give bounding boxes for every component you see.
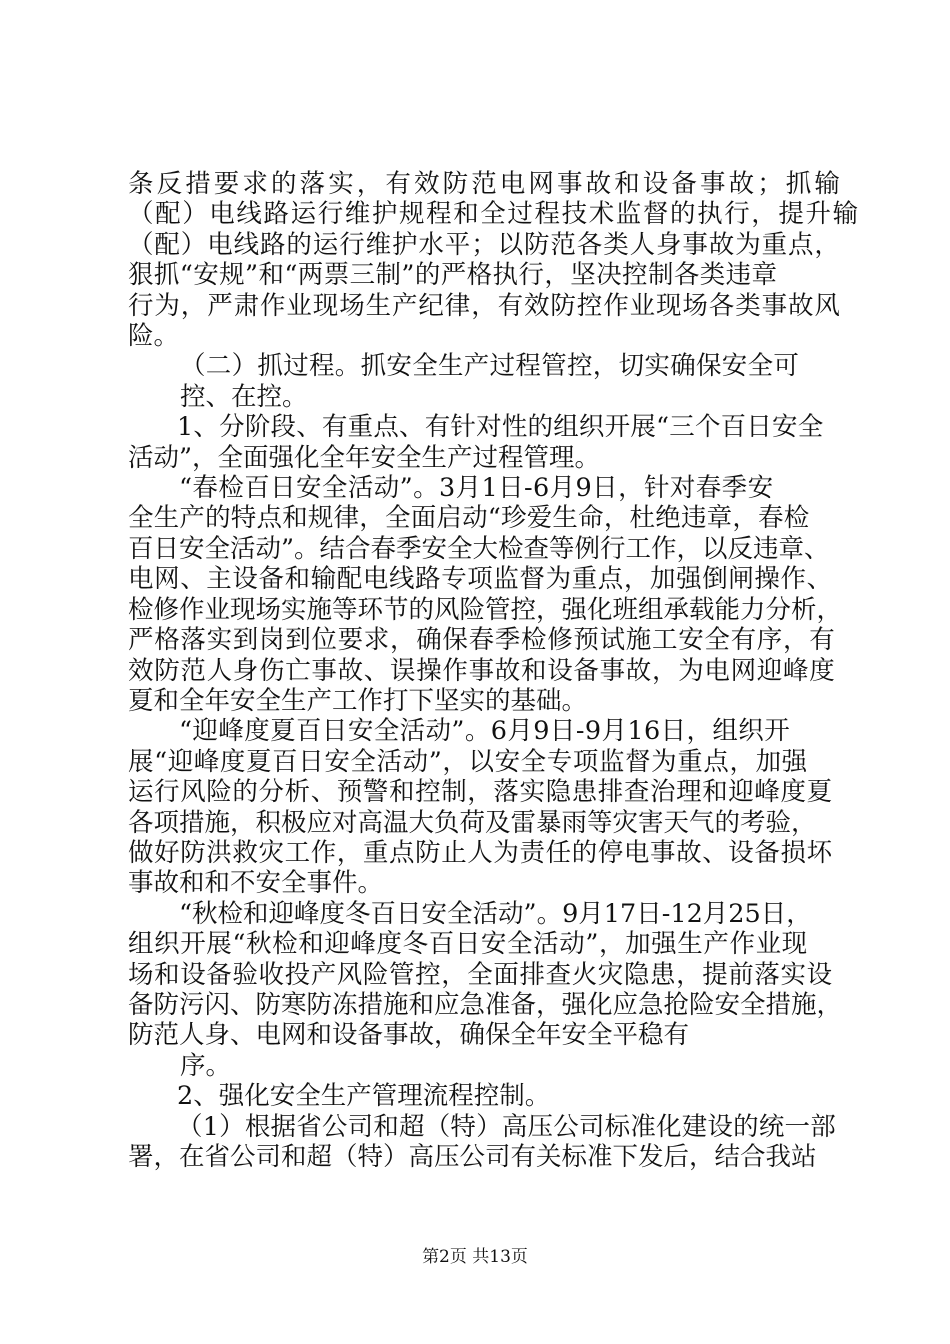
text-line: “迎峰度夏百日安全活动”。6月9日-9月16日，组织开 bbox=[179, 716, 791, 746]
section-heading: （二）抓过程。抓安全生产过程管控，切实确保安全可 bbox=[180, 351, 800, 381]
text-line: 检修作业现场实施等环节的风险管控，强化班组承载能力分析， bbox=[128, 595, 843, 625]
text-line: 电网、主设备和输配电线路专项监督为重点，加强倒闸操作、 bbox=[128, 564, 833, 594]
text-line: 各项措施，积极应对高温大负荷及雷暴雨等灾害天气的考验， bbox=[128, 808, 817, 838]
text-line: 场和设备验收投产风险管控，全面排查火灾隐患，提前落实设 bbox=[128, 960, 833, 990]
text-line: 严格落实到岗到位要求，确保春季检修预试施工安全有序，有 bbox=[128, 625, 836, 655]
text-line: 条反措要求的落实，有效防范电网事故和设备事故；抓输 bbox=[128, 169, 844, 199]
text-line: 全生产的特点和规律，全面启动“珍爱生命，杜绝违章，春检 bbox=[128, 503, 810, 533]
text-line: 做好防洪救灾工作，重点防止人为责任的停电事故、设备损坏 bbox=[128, 838, 833, 868]
text-line: “秋检和迎峰度冬百日安全活动”。9月17日-12月25日， bbox=[179, 899, 812, 929]
text-line: 署，在省公司和超（特）高压公司有关标准下发后，结合我站 bbox=[128, 1142, 817, 1172]
text-line: 防范人身、电网和设备事故，确保全年安全平稳有 bbox=[128, 1020, 690, 1050]
text-line: 序。 bbox=[180, 1051, 232, 1081]
text-line: （1）根据省公司和超（特）高压公司标准化建设的统一部 bbox=[177, 1112, 836, 1142]
text-line: 备防污闪、防寒防冻措施和应急准备，强化应急抢险安全措施， bbox=[128, 990, 843, 1020]
text-line: （配）电线路运行维护规程和全过程技术监督的执行，提升输 bbox=[128, 199, 860, 229]
text-line: 活动”，全面强化全年安全生产过程管理。 bbox=[128, 443, 601, 473]
text-line: “春检百日安全活动”。3月1日-6月9日，针对春季安 bbox=[179, 473, 774, 503]
text-line: 夏和全年安全生产工作打下坚实的基础。 bbox=[128, 686, 588, 716]
text-line: 行为，严肃作业现场生产纪律，有效防控作业现场各类事故风 bbox=[128, 291, 841, 321]
text-line: 狠抓“安规”和“两票三制”的严格执行，坚决控制各类违章 bbox=[128, 260, 778, 290]
text-line: 险。 bbox=[128, 321, 180, 351]
text-line: 1、分阶段、有重点、有针对性的组织开展“三个百日安全 bbox=[177, 412, 824, 442]
text-line: 展“迎峰度夏百日安全活动”，以安全专项监督为重点，加强 bbox=[128, 747, 808, 777]
text-line: 事故和和不安全事件。 bbox=[128, 868, 384, 898]
text-line: 效防范人身伤亡事故、误操作事故和设备事故，为电网迎峰度 bbox=[128, 656, 836, 686]
text-line: 百日安全活动”。结合春季安全大检查等例行工作，以反违章、 bbox=[128, 534, 830, 564]
text-line: 运行风险的分析、预警和控制，落实隐患排查治理和迎峰度夏 bbox=[128, 777, 833, 807]
text-line: 组织开展“秋检和迎峰度冬百日安全活动”，加强生产作业现 bbox=[128, 929, 808, 959]
text-line: 控、在控。 bbox=[180, 382, 308, 412]
text-line: 2、强化安全生产管理流程控制。 bbox=[177, 1081, 551, 1111]
text-line: （配）电线路的运行维护水平；以防范各类人身事故为重点， bbox=[128, 230, 841, 260]
page-footer: 第2页 共13页 bbox=[422, 1247, 528, 1267]
